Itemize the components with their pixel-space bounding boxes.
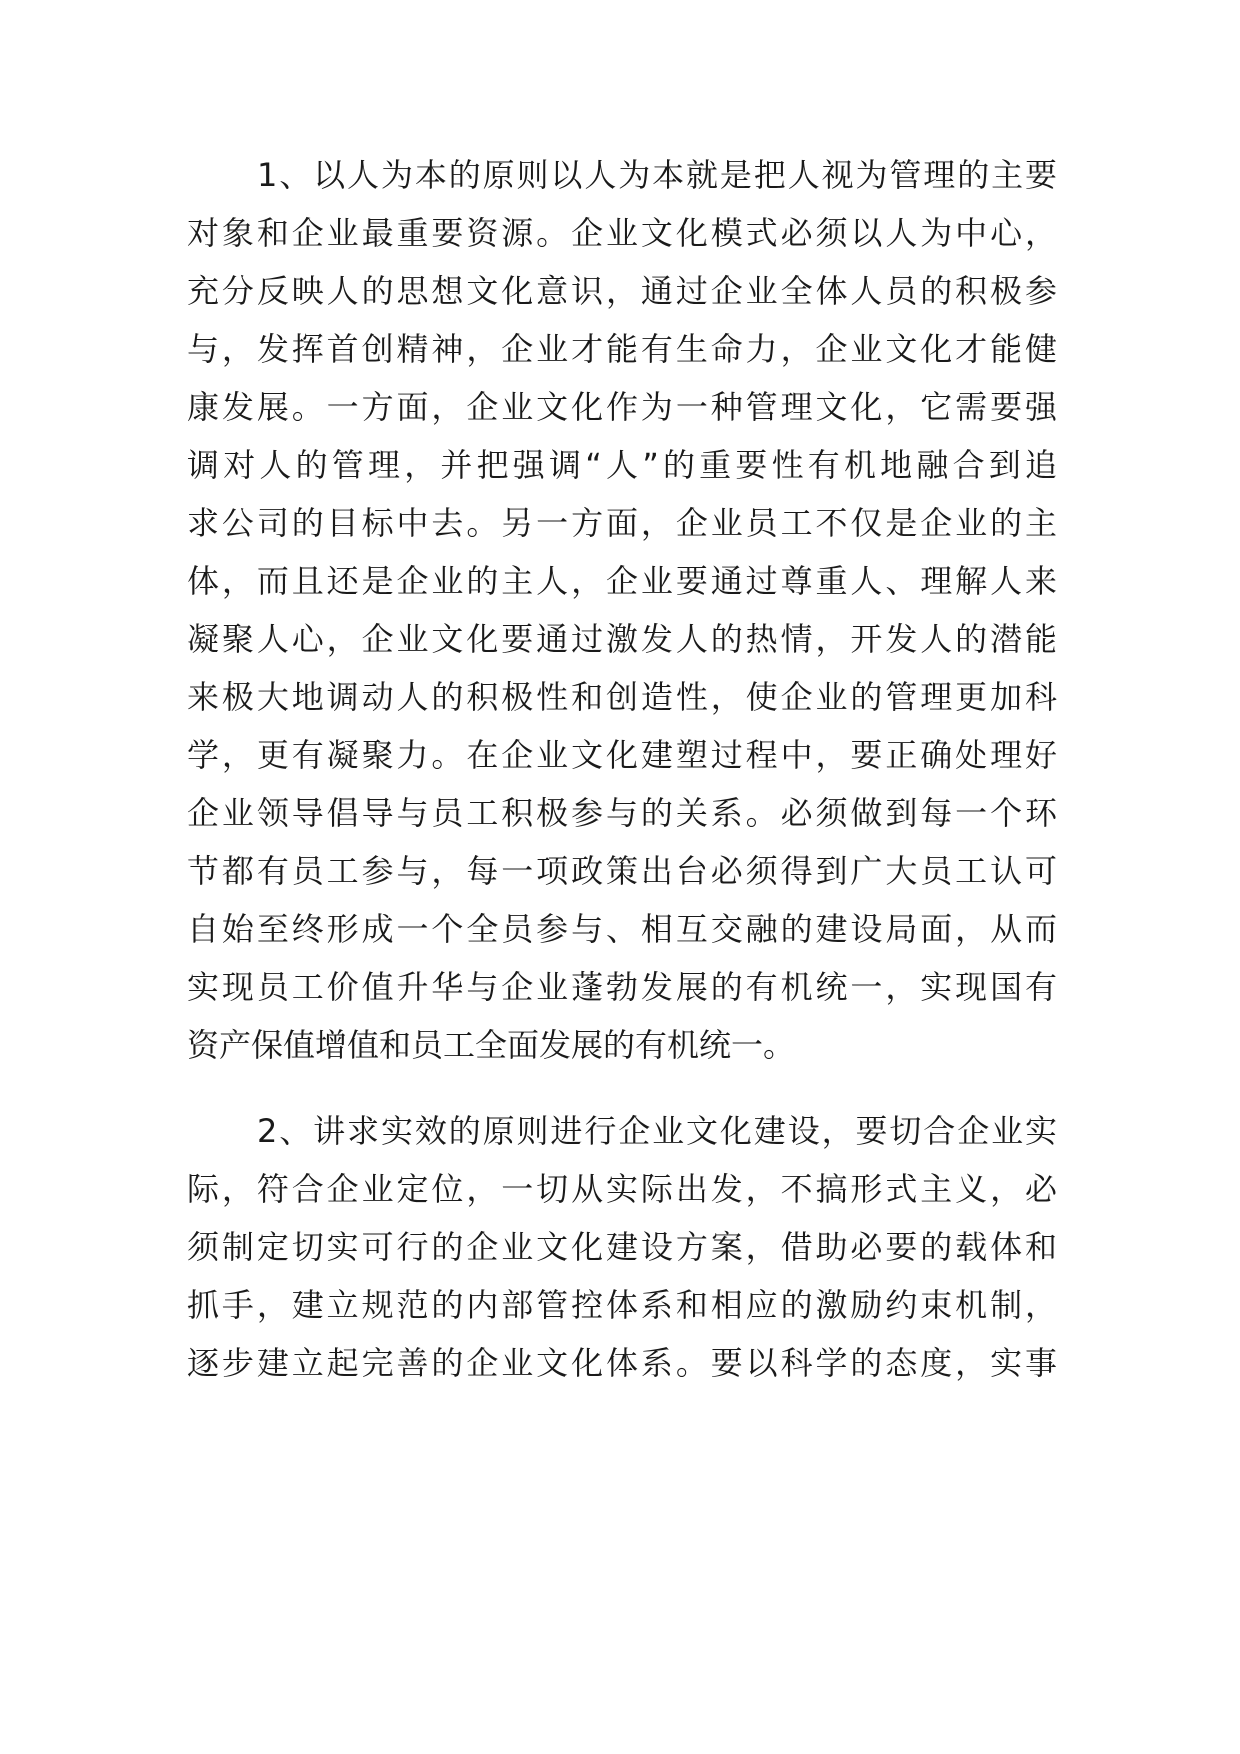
text-line: 资产保值增值和员工全面发展的有机统一。: [187, 1026, 796, 1064]
text-line: 康发展。一方面，企业文化作为一种管理文化，它需要强: [187, 388, 1057, 426]
text-line: 自始至终形成一个全员参与、相互交融的建设局面，从而: [187, 910, 1057, 948]
text-line: 逐步建立起完善的企业文化体系。要以科学的态度，实事: [187, 1344, 1057, 1382]
text-line: 学，更有凝聚力。在企业文化建塑过程中，要正确处理好: [187, 736, 1057, 774]
text-line: 际，符合企业定位，一切从实际出发，不搞形式主义，必: [187, 1170, 1057, 1208]
text-line: 节都有员工参与，每一项政策出台必须得到广大员工认可: [187, 852, 1057, 890]
text-line: 充分反映人的思想文化意识，通过企业全体人员的积极参: [187, 272, 1057, 310]
text-line: 1、以人为本的原则以人为本就是把人视为管理的主要: [257, 156, 1057, 194]
text-line: 与，发挥首创精神，企业才能有生命力，企业文化才能健: [187, 330, 1057, 368]
text-line: 抓手，建立规范的内部管控体系和相应的激励约束机制，: [187, 1286, 1057, 1324]
text-line: 企业领导倡导与员工积极参与的关系。必须做到每一个环: [187, 794, 1057, 832]
text-line: 体，而且还是企业的主人，企业要通过尊重人、理解人来: [187, 562, 1057, 600]
text-line: 来极大地调动人的积极性和创造性，使企业的管理更加科: [187, 678, 1057, 716]
text-line: 求公司的目标中去。另一方面，企业员工不仅是企业的主: [187, 504, 1057, 542]
text-line: 须制定切实可行的企业文化建设方案，借助必要的载体和: [187, 1228, 1057, 1266]
text-line: 实现员工价值升华与企业蓬勃发展的有机统一，实现国有: [187, 968, 1057, 1006]
text-line: 凝聚人心，企业文化要通过激发人的热情，开发人的潜能: [187, 620, 1057, 658]
text-line: 调对人的管理，并把强调“人”的重要性有机地融合到追: [187, 446, 1057, 484]
text-line: 对象和企业最重要资源。企业文化模式必须以人为中心，: [187, 214, 1057, 252]
text-line: 2、讲求实效的原则进行企业文化建设，要切合企业实: [257, 1112, 1057, 1150]
